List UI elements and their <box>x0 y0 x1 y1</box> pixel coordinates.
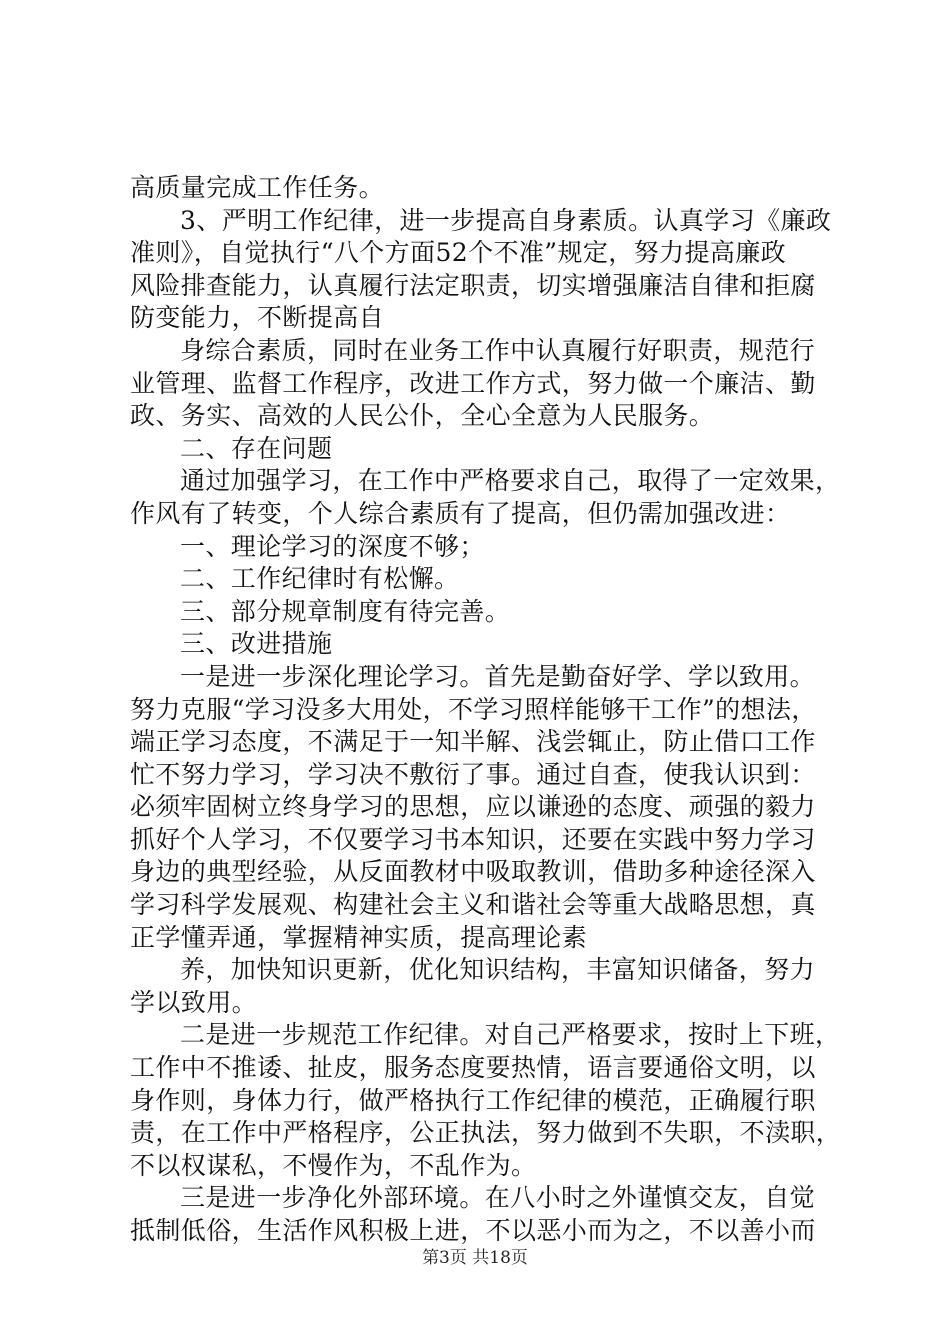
text-line: 通过加强学习，在工作中严格要求自己，取得了一定效果， <box>180 466 841 496</box>
text-line: 政、务实、高效的人民公仆，全心全意为人民服务。 <box>130 401 715 431</box>
text-line: 身综合素质，同时在业务工作中认真履行好职责，规范行 <box>180 335 816 365</box>
text-line: 业管理、监督工作程序，改进工作方式，努力做一个廉洁、勤 <box>130 368 816 398</box>
text-line: 学以致用。 <box>130 987 258 1017</box>
text-line: 必须牢固树立终身学习的思想，应以谦逊的态度、顽强的毅力 <box>130 792 816 822</box>
text-line: 高质量完成工作任务。 <box>130 173 385 202</box>
text-line: 养，加快知识更新，优化知识结构，丰富知识储备，努力 <box>180 955 816 985</box>
text-line: 身边的典型经验，从反面教材中吸取教训，借助多种途径深入 <box>130 857 816 887</box>
text-line: 作风有了转变，个人综合素质有了提高，但仍需加强改进： <box>130 498 791 528</box>
text-line: 工作中不推诿、扯皮，服务态度要热情，语言要通俗文明，以 <box>130 1053 816 1083</box>
text-line: 抓好个人学习，不仅要学习书本知识，还要在实践中努力学习 <box>130 824 816 854</box>
text-line: 风险排查能力，认真履行法定职责，切实增强廉洁自律和拒腐 <box>130 270 816 300</box>
text-line: 正学懂弄通，掌握精神实质，提高理论素 <box>130 922 588 952</box>
text-line: 忙不努力学习，学习决不敷衍了事。通过自查，使我认识到： <box>130 759 816 789</box>
text-line: 端正学习态度，不满足于一知半解、浅尝辄止，防止借口工作 <box>130 727 816 757</box>
text-line: 努力克服“学习没多大用处，不学习照样能够干工作”的想法， <box>130 694 817 724</box>
text-line: 身作则，身体力行，做严格执行工作纪律的模范，正确履行职 <box>130 1085 816 1115</box>
text-line: 不以权谋私，不慢作为，不乱作为。 <box>130 1150 537 1180</box>
text-line: 准则》，自觉执行“八个方面52个不准”规定，努力提高廉政 <box>130 238 787 268</box>
text-line: 一是进一步深化理论学习。首先是勤奋好学、学以致用。 <box>180 661 816 691</box>
text-line: 责，在工作中严格程序，公正执法，努力做到不失职，不渎职， <box>130 1118 842 1148</box>
text-line: 三是进一步净化外部环境。在八小时之外谨慎交友，自觉 <box>180 1183 816 1213</box>
page-footer: 第3页 共18页 <box>422 1248 528 1268</box>
text-line: 防变能力，不断提高自 <box>130 303 385 333</box>
text-line: 二、工作纪律时有松懈。 <box>180 564 460 594</box>
text-line: 抵制低俗，生活作风积极上进，不以恶小而为之，不以善小而 <box>130 1216 816 1245</box>
text-line: 3、严明工作纪律，进一步提高自身素质。认真学习《廉政 <box>180 205 832 235</box>
text-line: 二、存在问题 <box>180 433 333 463</box>
document-body <box>130 172 842 1248</box>
text-line: 一、理论学习的深度不够； <box>180 531 485 561</box>
text-line: 三、部分规章制度有待完善。 <box>180 596 511 626</box>
text-line: 二是进一步规范工作纪律。对自己严格要求，按时上下班， <box>180 1020 841 1050</box>
text-line: 学习科学发展观、构建社会主义和谐社会等重大战略思想，真 <box>130 890 816 920</box>
text-line: 三、改进措施 <box>180 629 333 659</box>
